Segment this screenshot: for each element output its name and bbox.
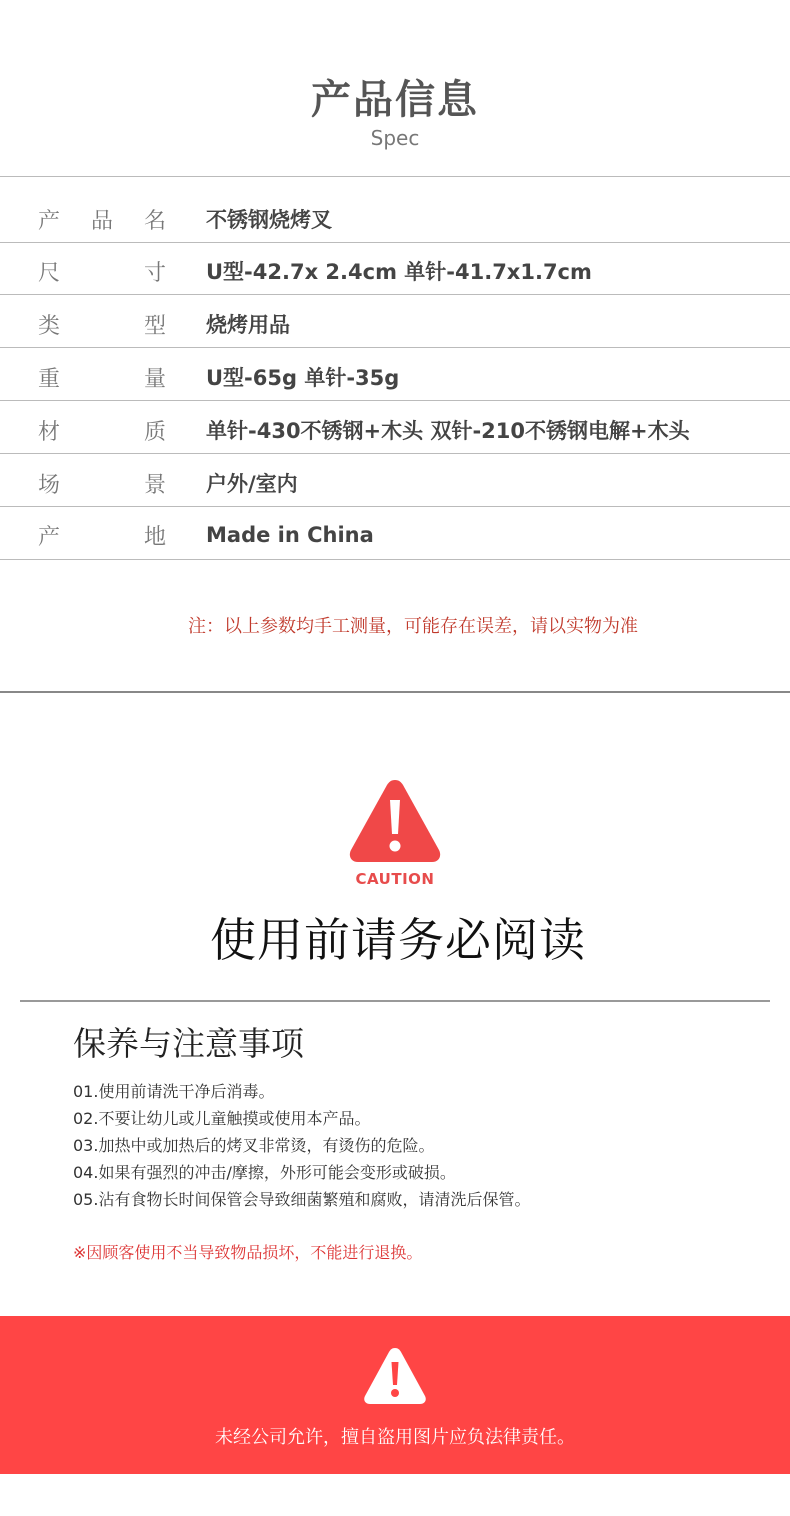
table-bottom-rule [0, 559, 790, 560]
row-rule [0, 506, 790, 507]
row-rule [0, 400, 790, 401]
spec-row-weight [0, 351, 790, 403]
spec-value: 户外/室内 [206, 472, 298, 496]
spec-value: Made in China [206, 523, 374, 547]
read-before-use-title: 使用前请务必阅读 [210, 913, 586, 967]
spec-row-type [0, 298, 790, 350]
page-subtitle: Spec [370, 126, 420, 150]
spec-label: 类 型 [38, 313, 166, 339]
spec-label: 材 质 [38, 419, 166, 445]
list-item: 04.如果有强烈的冲击/摩擦，外形可能会变形或破损。 [73, 1163, 456, 1182]
spec-label: 重 量 [38, 366, 166, 392]
spec-note: 注：以上参数均手工测量，可能存在误差，请以实物为准 [188, 616, 638, 637]
section-divider [0, 691, 790, 693]
warning-triangle-icon [362, 1345, 428, 1411]
return-warning: ※因顾客使用不当导致物品损坏，不能进行退换。 [73, 1243, 423, 1262]
care-list [73, 1078, 530, 1213]
spec-label: 产 地 [38, 524, 166, 550]
spec-value: 不锈钢烧烤叉 [206, 208, 332, 232]
list-item: 05.沾有食物长时间保管会导致细菌繁殖和腐败，请清洗后保管。 [73, 1190, 531, 1209]
list-item: 01.使用前请洗干净后消毒。 [73, 1082, 275, 1101]
spec-row-scene [0, 457, 790, 509]
caution-label: CAUTION [355, 870, 435, 888]
spec-label: 产 品 名 [38, 208, 166, 234]
list-item: 02.不要让幼儿或儿童触摸或使用本产品。 [73, 1109, 371, 1128]
spec-row-name [0, 193, 790, 245]
table-top-rule [0, 176, 790, 177]
spec-value: U型-65g 单针-35g [206, 366, 400, 390]
page-title: 产品信息 [311, 77, 479, 123]
row-rule [0, 347, 790, 348]
spec-value: U型-42.7x 2.4cm 单针-41.7x1.7cm [206, 260, 592, 284]
list-item: 03.加热中或加热后的烤叉非常烫，有烫伤的危险。 [73, 1136, 435, 1155]
spec-row-size [0, 245, 790, 297]
care-title: 保养与注意事项 [73, 1024, 304, 1063]
copyright-text: 未经公司允许，擅自盗用图片应负法律责任。 [215, 1427, 575, 1448]
spec-value: 单针-430不锈钢+木头 双针-210不锈钢电解+木头 [206, 419, 690, 443]
warning-triangle-icon [347, 776, 443, 870]
row-rule [0, 294, 790, 295]
care-divider [20, 1000, 770, 1002]
spec-value: 烧烤用品 [206, 313, 290, 337]
row-rule [0, 242, 790, 243]
spec-row-origin [0, 509, 790, 561]
row-rule [0, 453, 790, 454]
spec-row-material [0, 404, 790, 456]
spec-label: 场 景 [38, 472, 166, 498]
spec-label: 尺 寸 [38, 260, 166, 286]
